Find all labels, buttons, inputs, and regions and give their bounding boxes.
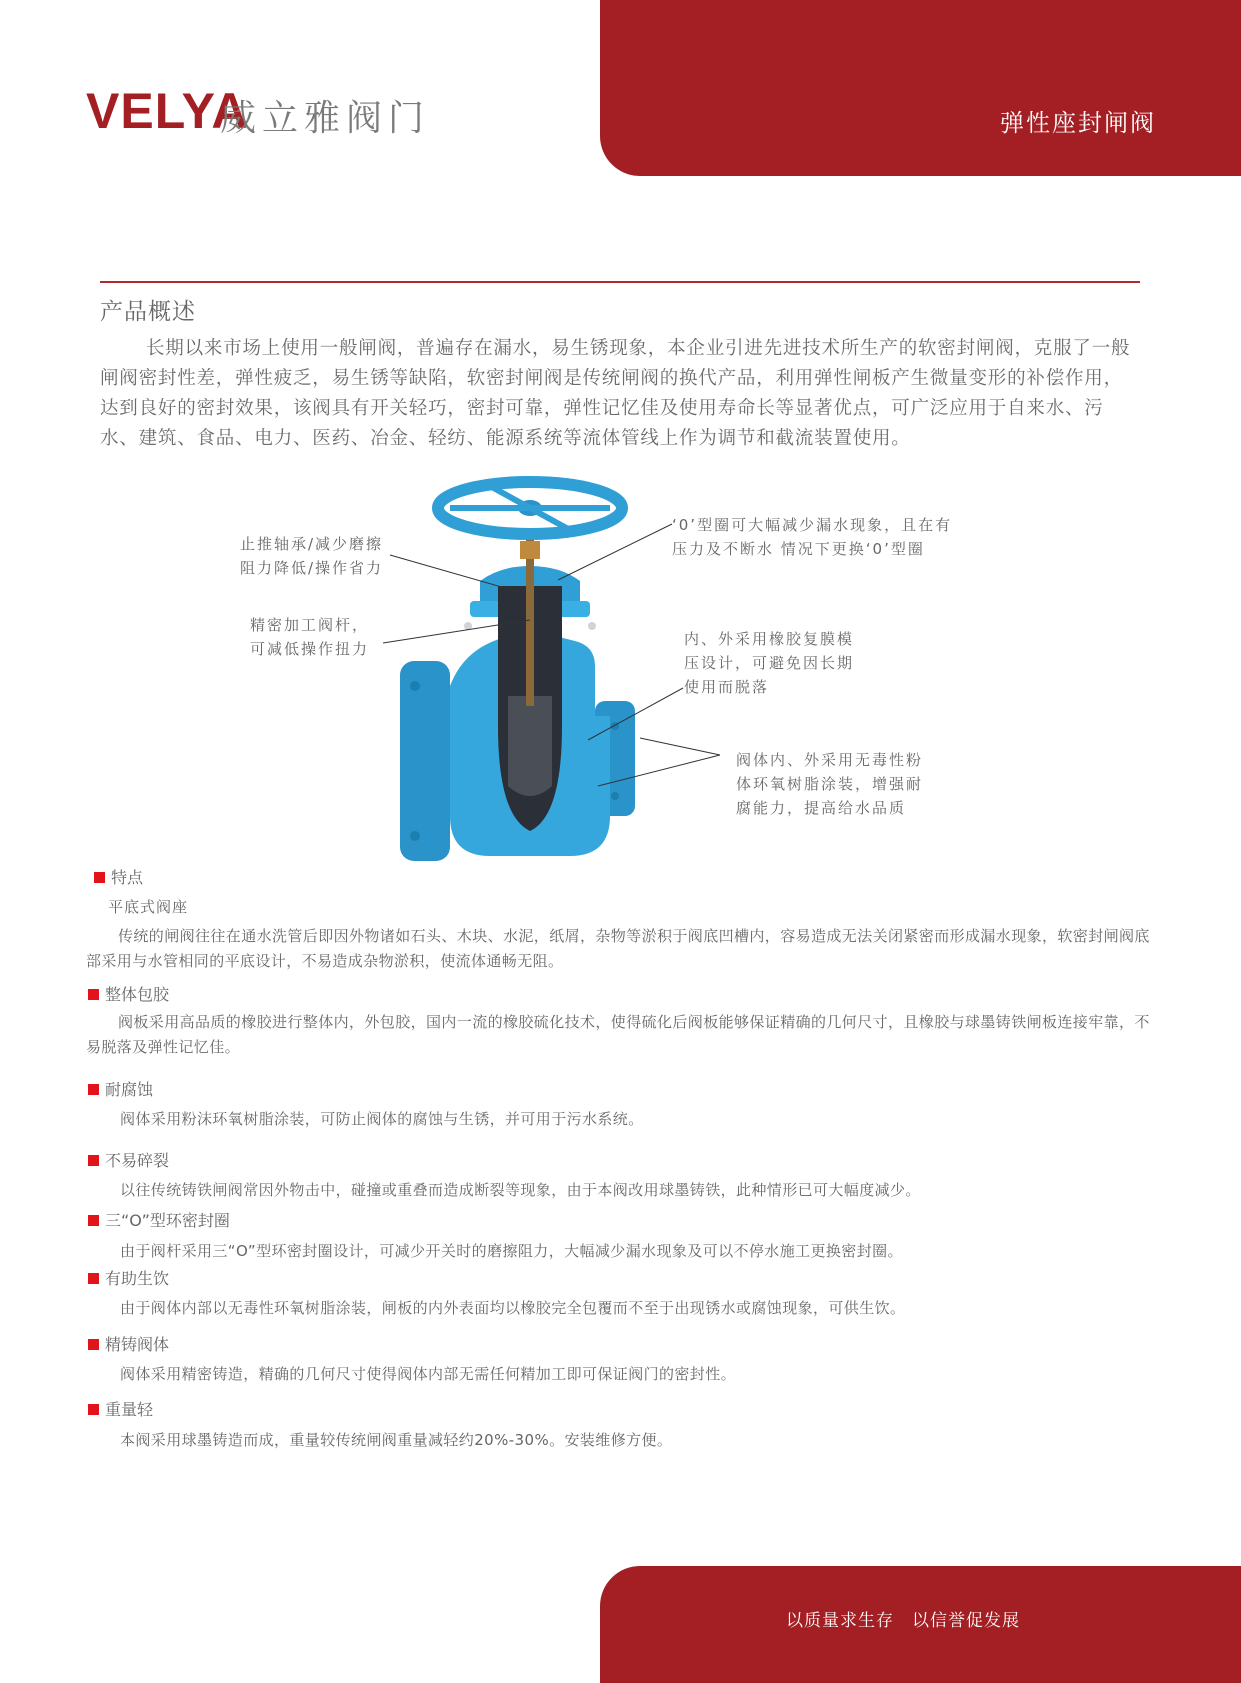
callout-coating: 阀体内、外采用无毒性粉 体环氧树脂涂装，增强耐 腐能力，提高给水品质 <box>736 751 924 817</box>
overview-title: 产品概述 <box>100 299 196 325</box>
feature-body: 由于阀体内部以无毒性环氧树脂涂装，闸板的内外表面均以橡胶完全包覆而不至于出现锈水或腐蚀现象，可供生饮。 <box>120 1299 906 1317</box>
feature-heading: 不易碎裂 <box>88 1148 169 1171</box>
feature-body: 阀板采用高品质的橡胶进行整体内，外包胶，国内一流的橡胶硫化技术，使得硫化后阀板能够保证精确的几何尺寸，且橡胶与球墨铸铁闸板连接牢靠，不易脱落及弹性记忆佳。 <box>86 1013 1150 1056</box>
feature-body: 由于阀杆采用三“O”型环密封圈设计，可减少开关时的磨擦阻力，大幅减少漏水现象及可以不停水施工更换密封圈。 <box>120 1242 903 1260</box>
feature-body: 阀体采用粉沫环氧树脂涂装，可防止阀体的腐蚀与生锈，并可用于污水系统。 <box>120 1110 644 1128</box>
feature-heading: 耐腐蚀 <box>88 1077 153 1100</box>
feature-heading: 三“O”型环密封圈 <box>88 1208 230 1231</box>
feature-heading: 特点 <box>94 865 143 888</box>
brand-logo: VELYA <box>86 83 249 139</box>
feature-heading: 精铸阀体 <box>88 1332 169 1355</box>
feature-subtitle: 平底式阀座 <box>108 898 189 916</box>
bullet-square-icon <box>88 1155 99 1166</box>
brand-name-chinese: 威立雅阀门 <box>220 98 431 139</box>
feature-heading: 有助生饮 <box>88 1266 169 1289</box>
callout-bearing: 止推轴承/减少磨擦 阻力降低/操作省力 <box>240 535 384 577</box>
feature-heading: 重量轻 <box>88 1397 153 1420</box>
feature-body: 传统的闸阀往往在通水洗管后即因外物诸如石头、木块、水泥，纸屑，杂物等淤积于阀底凹槽内，容易造成无法关闭紧密而形成漏水现象，软密封闸阀底部采用与水管相同的平底设计，不易造成杂物淤积，使流体通畅无阻。 <box>86 927 1150 970</box>
feature-body: 阀体采用精密铸造，精确的几何尺寸使得阀体内部无需任何精加工即可保证阀门的密封性。 <box>120 1365 737 1383</box>
product-category-title: 弹性座封闸阀 <box>1000 109 1156 137</box>
bullet-square-icon <box>88 1273 99 1284</box>
company-slogan: 以质量求生存 以信誉促发展 <box>786 1611 1020 1631</box>
callout-stem: 精密加工阀杆， 可减低操作扭力 <box>250 616 370 658</box>
bullet-square-icon <box>94 872 105 883</box>
bullet-square-icon <box>88 1215 99 1226</box>
feature-heading: 整体包胶 <box>88 982 169 1005</box>
bullet-square-icon <box>88 989 99 1000</box>
bullet-square-icon <box>88 1404 99 1415</box>
bullet-square-icon <box>88 1084 99 1095</box>
feature-body: 以往传统铸铁闸阀常因外物击中，碰撞或重叠而造成断裂等现象，由于本阀改用球墨铸铁，此种情形已可大幅度减少。 <box>120 1181 921 1199</box>
callout-oring: ‘0’型圈可大幅减少漏水现象，且在有 压力及不断水 情况下更换‘0’型圈 <box>672 516 953 558</box>
bullet-square-icon <box>88 1339 99 1350</box>
overview-body: 长期以来市场上使用一般闸阀，普遍存在漏水，易生锈现象，本企业引进先进技术所生产的软密封闸阀，克服了一般闸阀密封性差，弹性疲乏，易生锈等缺陷，软密封闸阀是传统闸阀的换代产品，利用弹性闸板产生微量变形的补偿作用，达到良好的密封效果，该阀具有开关轻巧，密封可靠，弹性记忆佳及使用寿命长等显著优点，可广泛应用于自来水、污水、建筑、食品、电力、医药、冶金、轻纺、能源系统等流体管线上作为调节和截流装置使用。 <box>100 338 1131 449</box>
callout-rubber: 内、外采用橡胶复膜模 压设计，可避免因长期 使用而脱落 <box>684 630 855 696</box>
feature-body: 本阀采用球墨铸造而成，重量较传统闸阀重量减轻约20%-30%。安装维修方便。 <box>120 1431 673 1449</box>
